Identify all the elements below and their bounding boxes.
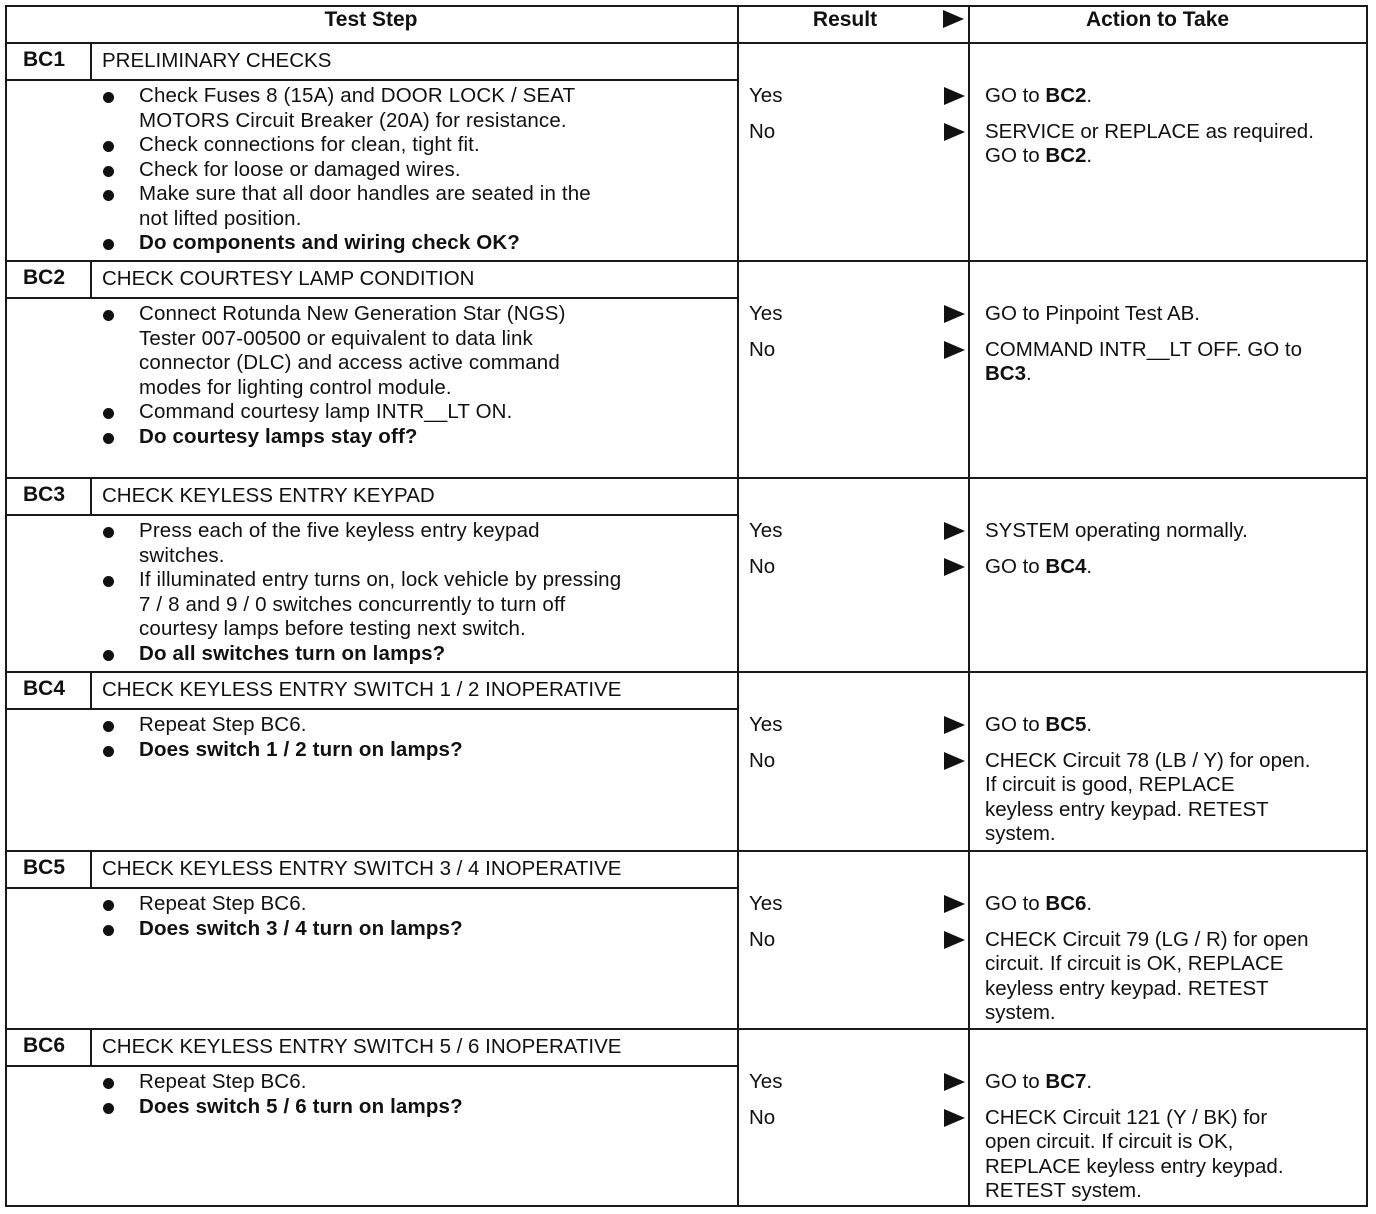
- bullet-text: not lifted position.: [139, 206, 302, 230]
- action-step-ref: BC2: [1045, 84, 1087, 107]
- action-text: [985, 519, 1248, 544]
- step-id-divider: [90, 477, 92, 514]
- action-segment: CHECK Circuit 78 (LB / Y) for open.: [985, 748, 1311, 772]
- bullet-icon: [103, 925, 114, 936]
- bullet-text: MOTORS Circuit Breaker (20A) for resistance.: [139, 108, 567, 132]
- bullet-text: Does switch 5 / 6 turn on lamps?: [139, 1094, 463, 1118]
- result-yes: Yes: [749, 713, 783, 736]
- step-id: BC2: [23, 266, 66, 289]
- bullet-icon: [103, 141, 114, 152]
- action-segment: CHECK Circuit 121 (Y / BK) for: [985, 1105, 1268, 1129]
- result-arrow-icon: [944, 752, 965, 770]
- action-segment: COMMAND INTR__LT OFF. GO to: [985, 337, 1303, 361]
- action-segment: REPLACE keyless entry keypad.: [985, 1154, 1284, 1178]
- bullet-icon: [103, 92, 114, 103]
- action-text: [985, 713, 1092, 738]
- bullet-icon: [103, 650, 114, 661]
- action-text: [985, 84, 1092, 109]
- action-step-ref: BC2: [1045, 144, 1087, 167]
- action-segment: GO to: [985, 84, 1046, 107]
- action-segment: keyless entry keypad. RETEST: [985, 976, 1269, 1000]
- step-id-divider: [90, 1028, 92, 1065]
- result-yes: Yes: [749, 1070, 783, 1093]
- column-divider-action: [968, 5, 970, 1207]
- action-step-ref: BC3: [985, 362, 1027, 385]
- action-segment: open circuit. If circuit is OK,: [985, 1130, 1234, 1153]
- bullet-text: Repeat Step BC6.: [139, 713, 307, 736]
- action-segment: system.: [985, 822, 1056, 845]
- action-step-ref: BC5: [1045, 713, 1087, 736]
- step-id-divider: [90, 42, 92, 79]
- bullet-text: Check connections for clean, tight fit.: [139, 133, 480, 156]
- action-segment: CHECK Circuit 79 (LG / R) for open: [985, 927, 1309, 951]
- bullet-icon: [103, 576, 114, 587]
- result-arrow-icon: [944, 931, 965, 949]
- bullet-icon: [103, 433, 114, 444]
- action-text: [985, 1070, 1092, 1095]
- action-segment: RETEST system.: [985, 1179, 1142, 1202]
- bullet-text: Do components and wiring check OK?: [139, 231, 520, 254]
- result-arrow-icon: [944, 1073, 965, 1091]
- bullet-text: Press each of the five keyless entry keypad: [139, 519, 540, 542]
- step-id-divider: [90, 850, 92, 887]
- result-no: No: [749, 1105, 776, 1129]
- result-arrow-icon: [944, 123, 965, 141]
- result-arrow-icon: [944, 716, 965, 734]
- row-divider: [5, 260, 1368, 262]
- bullet-icon: [103, 239, 114, 250]
- step-id: BC5: [23, 856, 66, 879]
- step-title: CHECK KEYLESS ENTRY SWITCH 5 / 6 INOPERATIVE: [102, 1035, 622, 1058]
- bullet-text: modes for lighting control module.: [139, 375, 452, 399]
- action-segment: system.: [985, 1001, 1056, 1024]
- action-segment: .: [1086, 1070, 1093, 1093]
- result-arrow-icon: [944, 1109, 965, 1127]
- action-segment: .: [1086, 144, 1093, 167]
- bullet-text: connector (DLC) and access active command: [139, 351, 560, 374]
- action-segment: SERVICE or REPLACE as required.: [985, 119, 1314, 143]
- step-title: CHECK COURTESY LAMP CONDITION: [102, 267, 475, 290]
- result-no: No: [749, 119, 776, 143]
- row-divider: [5, 1028, 1368, 1030]
- bullet-icon: [103, 310, 114, 321]
- header-action: Action to Take: [1085, 8, 1230, 31]
- bullet-text: If illuminated entry turns on, lock vehicle by pressing: [139, 568, 622, 591]
- bullet-icon: [103, 166, 114, 177]
- row-divider: [5, 671, 1368, 673]
- result-arrow-icon: [944, 895, 965, 913]
- row-divider: [5, 477, 1368, 479]
- result-no: No: [749, 927, 776, 951]
- action-segment: keyless entry keypad. RETEST: [985, 797, 1269, 821]
- action-text: [985, 928, 1309, 1026]
- header-test-step: Test Step: [324, 8, 418, 31]
- action-segment: GO to: [985, 713, 1046, 736]
- bullet-icon: [103, 746, 114, 757]
- bullet-text: 7 / 8 and 9 / 0 switches concurrently to turn off: [139, 592, 566, 616]
- action-segment: If circuit is good, REPLACE: [985, 773, 1235, 796]
- step-title-divider: [5, 514, 737, 516]
- header-divider: [5, 42, 1368, 44]
- header-arrow-icon: [943, 10, 964, 28]
- bullet-icon: [103, 721, 114, 732]
- bullet-text: switches.: [139, 543, 225, 567]
- bullet-text: Repeat Step BC6.: [139, 1070, 307, 1093]
- bullet-icon: [103, 408, 114, 419]
- step-title: PRELIMINARY CHECKS: [102, 49, 332, 72]
- action-segment: GO to: [985, 144, 1046, 167]
- result-no: No: [749, 337, 776, 361]
- step-id: BC4: [23, 677, 66, 700]
- bullet-text: Command courtesy lamp INTR__LT ON.: [139, 400, 513, 423]
- bullet-icon: [103, 1078, 114, 1089]
- step-title: CHECK KEYLESS ENTRY SWITCH 1 / 2 INOPERATIVE: [102, 678, 622, 701]
- action-segment: GO to: [985, 892, 1046, 915]
- result-yes: Yes: [749, 84, 783, 107]
- step-id-divider: [90, 260, 92, 297]
- row-divider: [5, 850, 1368, 852]
- result-arrow-icon: [944, 341, 965, 359]
- action-segment: .: [1026, 362, 1032, 385]
- step-title-divider: [5, 1065, 737, 1067]
- bullet-text: Check Fuses 8 (15A) and DOOR LOCK / SEAT: [139, 84, 576, 107]
- action-text: [985, 892, 1092, 917]
- step-id: BC3: [23, 483, 66, 506]
- bullet-text: Does switch 1 / 2 turn on lamps?: [139, 737, 463, 761]
- action-text: [985, 338, 1302, 387]
- step-title-divider: [5, 887, 737, 889]
- action-segment: .: [1086, 554, 1093, 578]
- bullet-text: Connect Rotunda New Generation Star (NGS): [139, 302, 566, 325]
- action-segment: .: [1086, 84, 1093, 107]
- action-text: [985, 1106, 1284, 1204]
- step-id: BC1: [23, 48, 66, 71]
- step-title: CHECK KEYLESS ENTRY KEYPAD: [102, 484, 435, 507]
- step-title: CHECK KEYLESS ENTRY SWITCH 3 / 4 INOPERATIVE: [102, 857, 622, 880]
- result-yes: Yes: [749, 892, 783, 915]
- result-yes: Yes: [749, 302, 783, 325]
- action-segment: circuit. If circuit is OK, REPLACE: [985, 952, 1284, 975]
- column-divider-result: [737, 5, 739, 1207]
- action-segment: GO to Pinpoint Test AB.: [985, 302, 1200, 325]
- action-text: [985, 120, 1314, 169]
- result-arrow-icon: [944, 87, 965, 105]
- bullet-text: Do courtesy lamps stay off?: [139, 424, 418, 448]
- bullet-text: Does switch 3 / 4 turn on lamps?: [139, 916, 463, 940]
- action-segment: SYSTEM operating normally.: [985, 519, 1248, 542]
- action-text: [985, 302, 1200, 327]
- bullet-icon: [103, 900, 114, 911]
- action-segment: .: [1086, 892, 1093, 915]
- bullet-icon: [103, 527, 114, 538]
- step-id-divider: [90, 671, 92, 708]
- action-step-ref: BC6: [1045, 892, 1087, 915]
- result-arrow-icon: [944, 305, 965, 323]
- bullet-text: Tester 007-00500 or equivalent to data link: [139, 326, 533, 350]
- bullet-text: Make sure that all door handles are seated in the: [139, 182, 591, 205]
- bullet-text: Do all switches turn on lamps?: [139, 641, 446, 665]
- result-yes: Yes: [749, 519, 783, 542]
- result-no: No: [749, 748, 776, 772]
- step-title-divider: [5, 708, 737, 710]
- action-step-ref: BC7: [1045, 1070, 1087, 1093]
- action-segment: GO to: [985, 554, 1046, 578]
- action-segment: .: [1086, 713, 1093, 736]
- action-text: [985, 555, 1092, 580]
- step-title-divider: [5, 79, 737, 81]
- result-no: No: [749, 554, 776, 578]
- bullet-icon: [103, 190, 114, 201]
- step-id: BC6: [23, 1034, 66, 1057]
- result-arrow-icon: [944, 522, 965, 540]
- result-arrow-icon: [944, 558, 965, 576]
- action-step-ref: BC4: [1045, 554, 1087, 578]
- header-result: Result: [812, 8, 878, 31]
- action-text: [985, 749, 1310, 847]
- action-segment: GO to: [985, 1070, 1046, 1093]
- bullet-text: Check for loose or damaged wires.: [139, 157, 461, 181]
- bullet-text: Repeat Step BC6.: [139, 892, 307, 915]
- step-title-divider: [5, 297, 737, 299]
- bullet-icon: [103, 1103, 114, 1114]
- bullet-text: courtesy lamps before testing next switch.: [139, 617, 526, 640]
